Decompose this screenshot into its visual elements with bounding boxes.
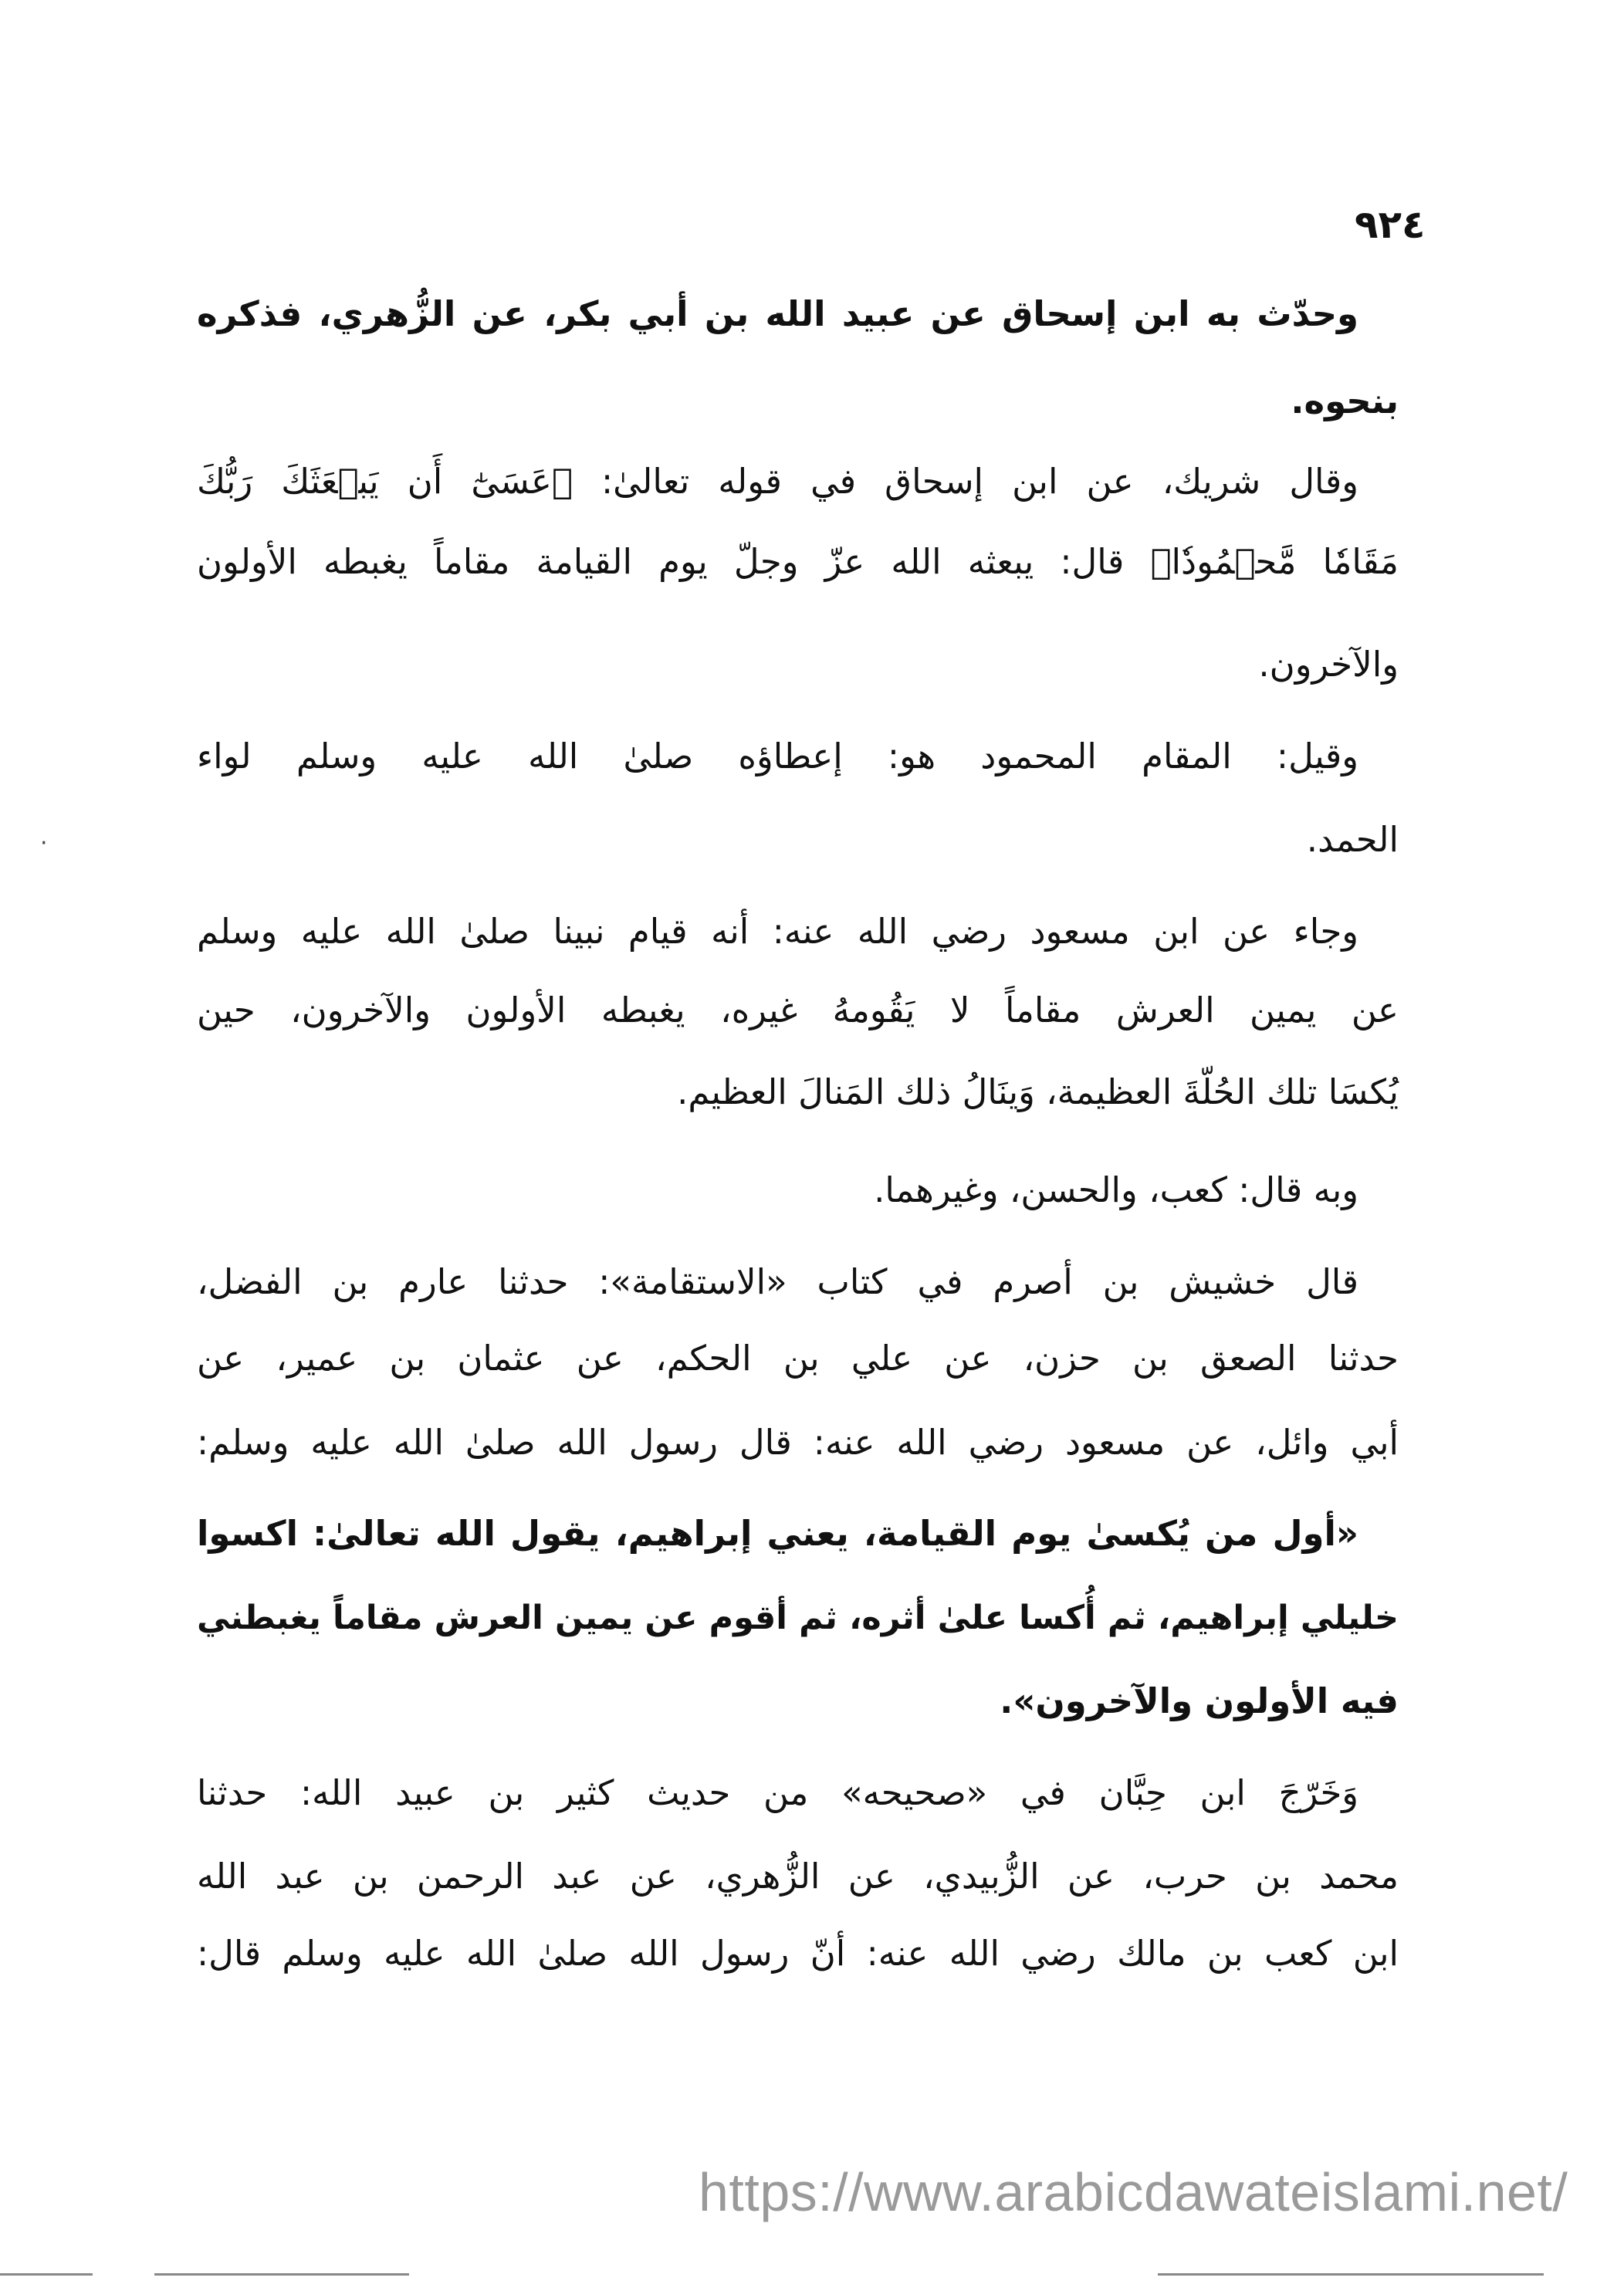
text-line: وقيل: المقام المحمود هو: إعطاؤه صلىٰ الله عليه وسلم لواء	[197, 736, 1358, 777]
page-number: ٩٢٤	[1355, 202, 1426, 247]
text-line: عن يمين العرش مقاماً لا يَقُومهُ غيره، يغبطه الأولون والآخرون، حين	[197, 990, 1399, 1030]
text-line: والآخرون.	[1258, 644, 1399, 685]
text-line: محمد بن حرب، عن الزُّبيدي، عن الزُّهري، عن عبد الرحمن بن عبد الله	[197, 1856, 1399, 1897]
scan-edge-line	[1158, 2273, 1544, 2276]
text-line: ابن كعب بن مالك رضي الله عنه: أنّ رسول الله صلىٰ الله عليه وسلم قال:	[197, 1933, 1399, 1974]
text-line: خليلي إبراهيم، ثم أُكسا علىٰ أثره، ثم أقوم عن يمين العرش مقاماً يغبطني	[197, 1599, 1399, 1637]
text-line: وقال شريك، عن ابن إسحاق في قوله تعالىٰ: ﴿عَسَىٰٓ أَن يَبۡعَثَكَ رَبُّكَ	[197, 461, 1358, 502]
text-line: بنحوه.	[1291, 381, 1399, 421]
text-line: «أول من يُكسىٰ يوم القيامة، يعني إبراهيم، يقول الله تعالىٰ: اكسوا	[197, 1513, 1358, 1554]
text-line: حدثنا الصعق بن حزن، عن علي بن الحكم، عن عثمان بن عمير، عن	[197, 1338, 1399, 1379]
text-line: وحدّث به ابن إسحاق عن عبيد الله بن أبي بكر، عن الزُّهري، فذكره	[197, 293, 1358, 334]
text-line: يُكسَا تلك الحُلّةَ العظيمة، وَينَالُ ذلك المَنالَ العظيم.	[677, 1071, 1399, 1112]
text-line: الحمد.	[1306, 819, 1399, 860]
scan-edge-line	[154, 2273, 409, 2276]
text-line: قال خشيش بن أصرم في كتاب «الاستقامة»: حدثنا عارم بن الفضل،	[197, 1261, 1358, 1302]
text-line: فيه الأولون والآخرون».	[1000, 1680, 1399, 1721]
watermark-url: https://www.arabicdawateislami.net/	[699, 2162, 1568, 2222]
scan-mark: ·	[40, 830, 48, 857]
text-line: أبي وائل، عن مسعود رضي الله عنه: قال رسول الله صلىٰ الله عليه وسلم:	[197, 1422, 1399, 1463]
text-line: مَقَامٗا مَّحۡمُودٗا﴾ قال: يبعثه الله عزّ وجلّ يوم القيامة مقاماً يغبطه الأولون	[197, 541, 1399, 582]
text-line: وبه قال: كعب، والحسن، وغيرهما.	[874, 1169, 1358, 1210]
text-line: وَخَرّجَ ابن حِبَّان في «صحيحه» من حديث كثير بن عبيد الله: حدثنا	[197, 1772, 1358, 1813]
scan-edge-line	[0, 2273, 93, 2276]
text-line: وجاء عن ابن مسعود رضي الله عنه: أنه قيام نبينا صلىٰ الله عليه وسلم	[197, 911, 1358, 952]
